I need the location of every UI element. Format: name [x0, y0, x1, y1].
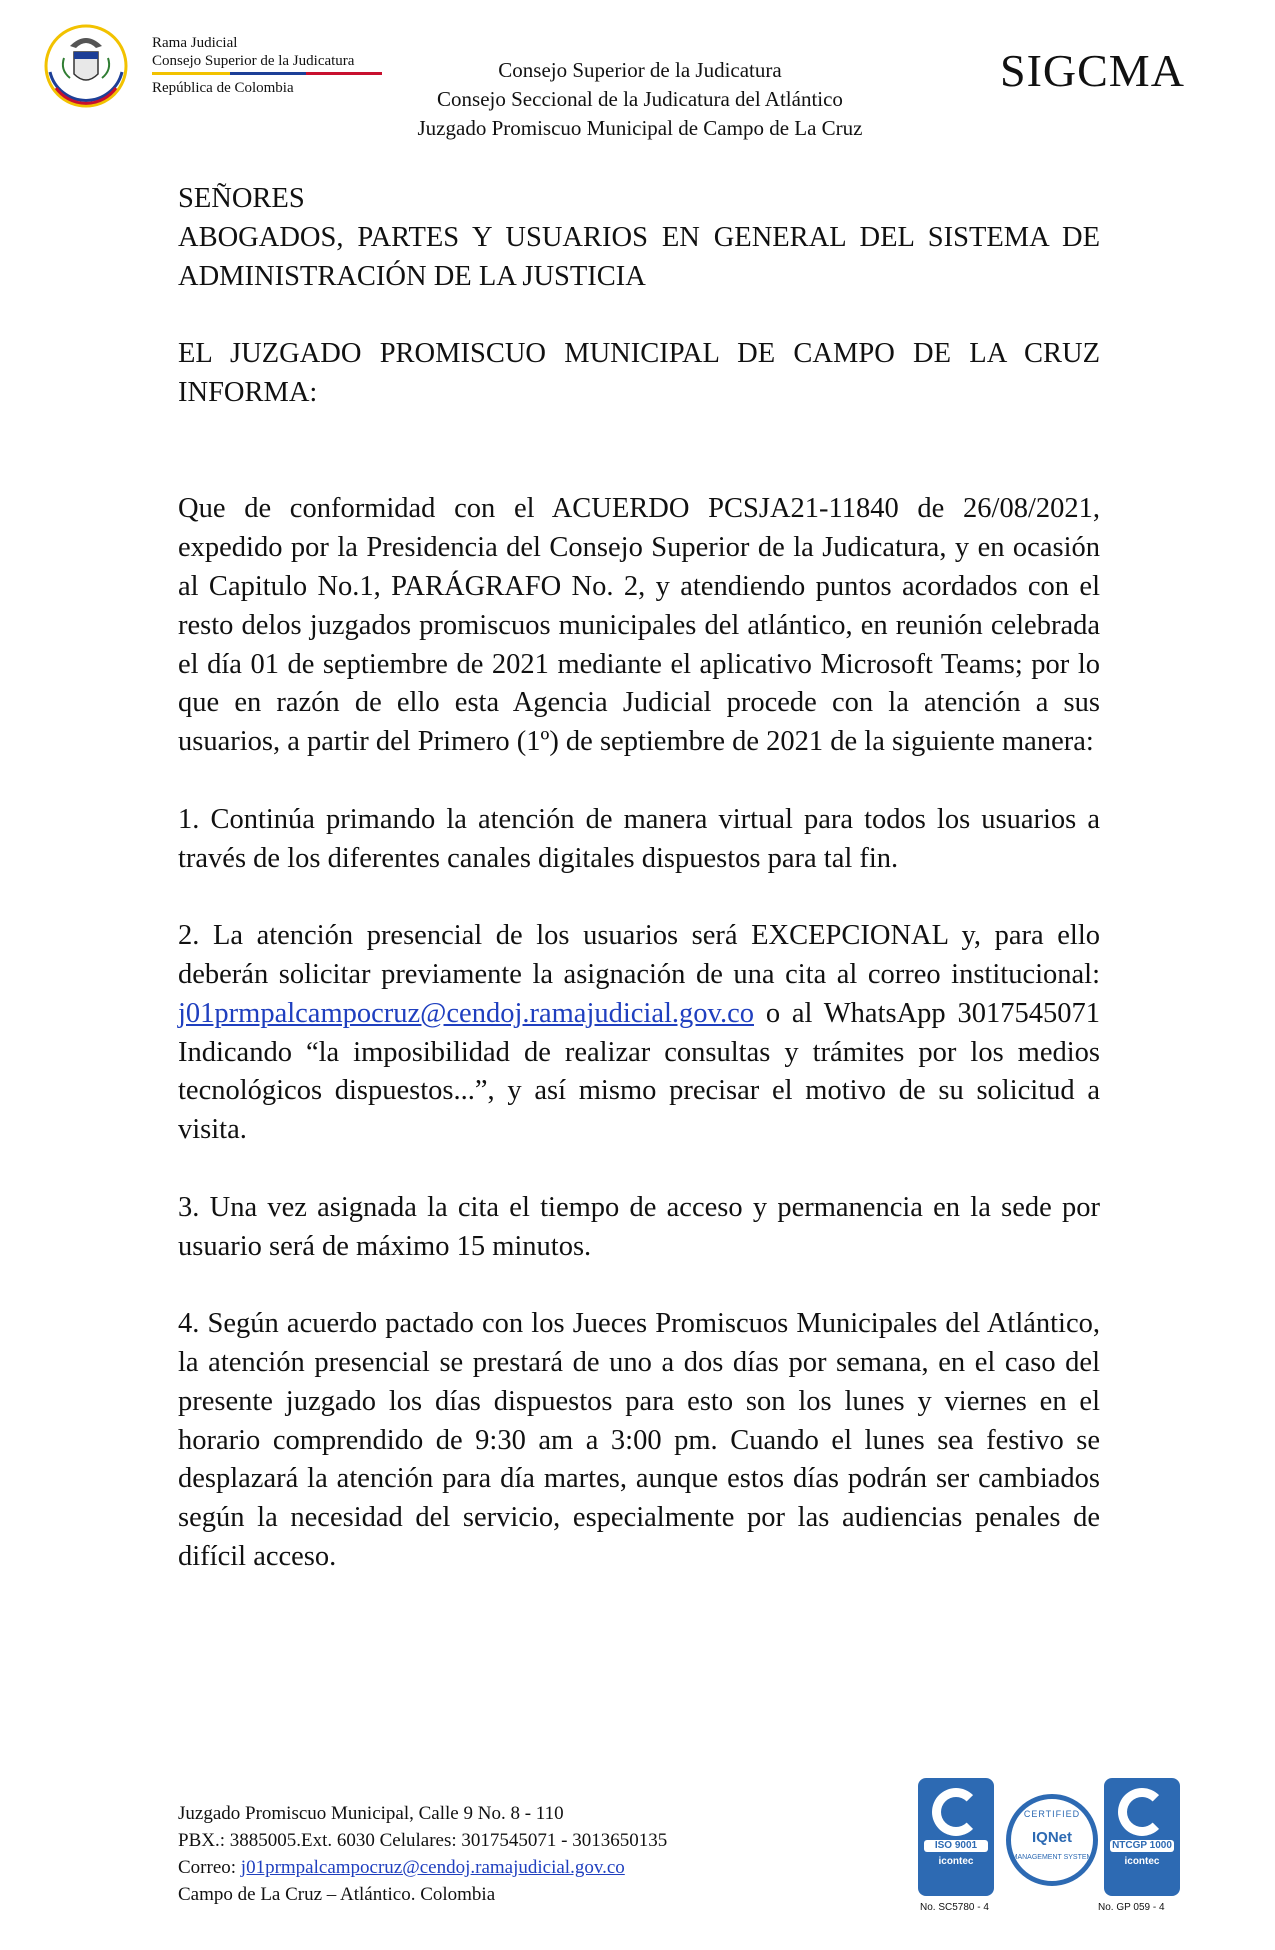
header-line-2: Consejo Seccional de la Judicatura del Atlántico — [437, 87, 843, 111]
iqnet-name: IQNet — [1031, 1829, 1072, 1846]
ntcgp-label: NTCGP 1000 — [1110, 1840, 1174, 1852]
intro-paragraph: Que de conformidad con el ACUERDO PCSJA21-11840 de 26/08/2021, expedido por la Presidencia del Consejo Superior de la Judicatura, y en ocasión al Capitulo No.1, PARÁGRAFO No. 2, y atendiendo puntos acordados con el resto delos juzgados promiscuos municipales del atlántico, en reunión celebrada el día 01 de septiembre de 2021 mediante el aplicativo Microsoft Teams; por lo que en razón de ello esta Agencia Judicial procede con la atención a sus usuarios, a partir del Primero (1º) de septiembre de 2021 de la siguiente manera: — [178, 493, 1100, 758]
icontec-logo-icon — [932, 1788, 980, 1836]
flag-color-rule — [152, 72, 382, 75]
item-2-text-pre: 2. La atención presencial de los usuarios será EXCEPCIONAL y, para ello deberán solicitar previamente la asignación de una cita al correo institucional: — [178, 920, 1100, 990]
iqnet-management: MANAGEMENT SYSTEM — [1011, 1854, 1093, 1861]
item-1-paragraph: 1. Continúa primando la atención de manera virtual para todos los usuarios a través de los diferentes canales digitales dispuestos para tal fin. — [178, 803, 1100, 874]
item-2-text-post: o al WhatsApp 3017545071 Indicando “la imposibilidad de realizar consultas y trámites por los medios tecnológicos dispuestos...”, y así mismo precisar el motivo de su solicitud a visita. — [178, 997, 1100, 1146]
notice-body — [178, 180, 1100, 1577]
logo-line-1: Rama Judicial — [152, 35, 238, 51]
footer-email-label: Correo: — [178, 1857, 241, 1878]
footer-city: Campo de La Cruz – Atlántico. Colombia — [178, 1884, 496, 1905]
header-line-3: Juzgado Promiscuo Municipal de Campo de La Cruz — [417, 116, 863, 140]
iso-org: icontec — [938, 1856, 974, 1867]
item-3-paragraph: 3. Una vez asignada la cita el tiempo de acceso y permanencia en la sede por usuario será de máximo 15 minutos. — [178, 1191, 1100, 1262]
footer-email-line — [178, 1854, 667, 1881]
iso-number: No. SC5780 - 4 — [920, 1902, 989, 1913]
iso-9001-badge — [918, 1778, 994, 1896]
header-institution — [360, 56, 920, 143]
iqnet-certified: CERTIFIED — [1023, 1809, 1081, 1819]
footer-email-link[interactable]: j01prmpalcampocruz@cendoj.ramajudicial.gov.co — [240, 1857, 625, 1878]
iso-label: ISO 9001 — [924, 1840, 988, 1852]
ntcgp-org: icontec — [1124, 1856, 1160, 1867]
logo-line-2: Consejo Superior de la Judicatura — [152, 53, 355, 69]
iqnet-badge — [1006, 1794, 1098, 1886]
footer-contact — [178, 1800, 667, 1908]
logo-line-3: República de Colombia — [152, 80, 294, 96]
footer-address: Juzgado Promiscuo Municipal, Calle 9 No. 8 - 110 — [178, 1803, 564, 1824]
icontec-logo-icon — [1118, 1788, 1166, 1836]
footer-phones: PBX.: 3885005.Ext. 6030 Celulares: 3017545071 - 3013650135 — [178, 1830, 668, 1851]
certification-badges — [918, 1778, 1180, 1928]
item-4-paragraph: 4. Según acuerdo pactado con los Jueces Promiscuos Municipales del Atlántico, la atención presencial se prestará de uno a dos días por semana, en el caso del presente juzgado los días dispuestos para esto son los lunes y viernes en el horario comprendido de 9:30 am a 3:00 pm. Cuando el lunes sea festivo se desplazará la atención para día martes, aunque estos días podrán ser cambiados según la necesidad del servicio, especialmente por las audiencias penales de difícil acceso. — [178, 1308, 1100, 1572]
addressee-line-2: ABOGADOS, PARTES Y USUARIOS EN GENERAL DEL SISTEMA DE ADMINISTRACIÓN DE LA JUSTICIA — [178, 221, 1100, 292]
ntcgp-1000-badge — [1104, 1778, 1180, 1896]
header-line-1: Consejo Superior de la Judicatura — [498, 58, 782, 82]
sigcma-title: SIGCMA — [1000, 45, 1185, 96]
institutional-email-link[interactable]: j01prmpalcampocruz@cendoj.ramajudicial.gov.co — [178, 997, 754, 1029]
colombia-coat-of-arms-icon — [40, 22, 140, 112]
addressee-line-1: SEÑORES — [178, 183, 305, 214]
item-2-paragraph — [178, 917, 1100, 1150]
informa-heading: EL JUZGADO PROMISCUO MUNICIPAL DE CAMPO DE LA CRUZ INFORMA: — [178, 338, 1100, 408]
rama-judicial-logo — [40, 22, 390, 112]
ntcgp-number: No. GP 059 - 4 — [1098, 1902, 1165, 1913]
